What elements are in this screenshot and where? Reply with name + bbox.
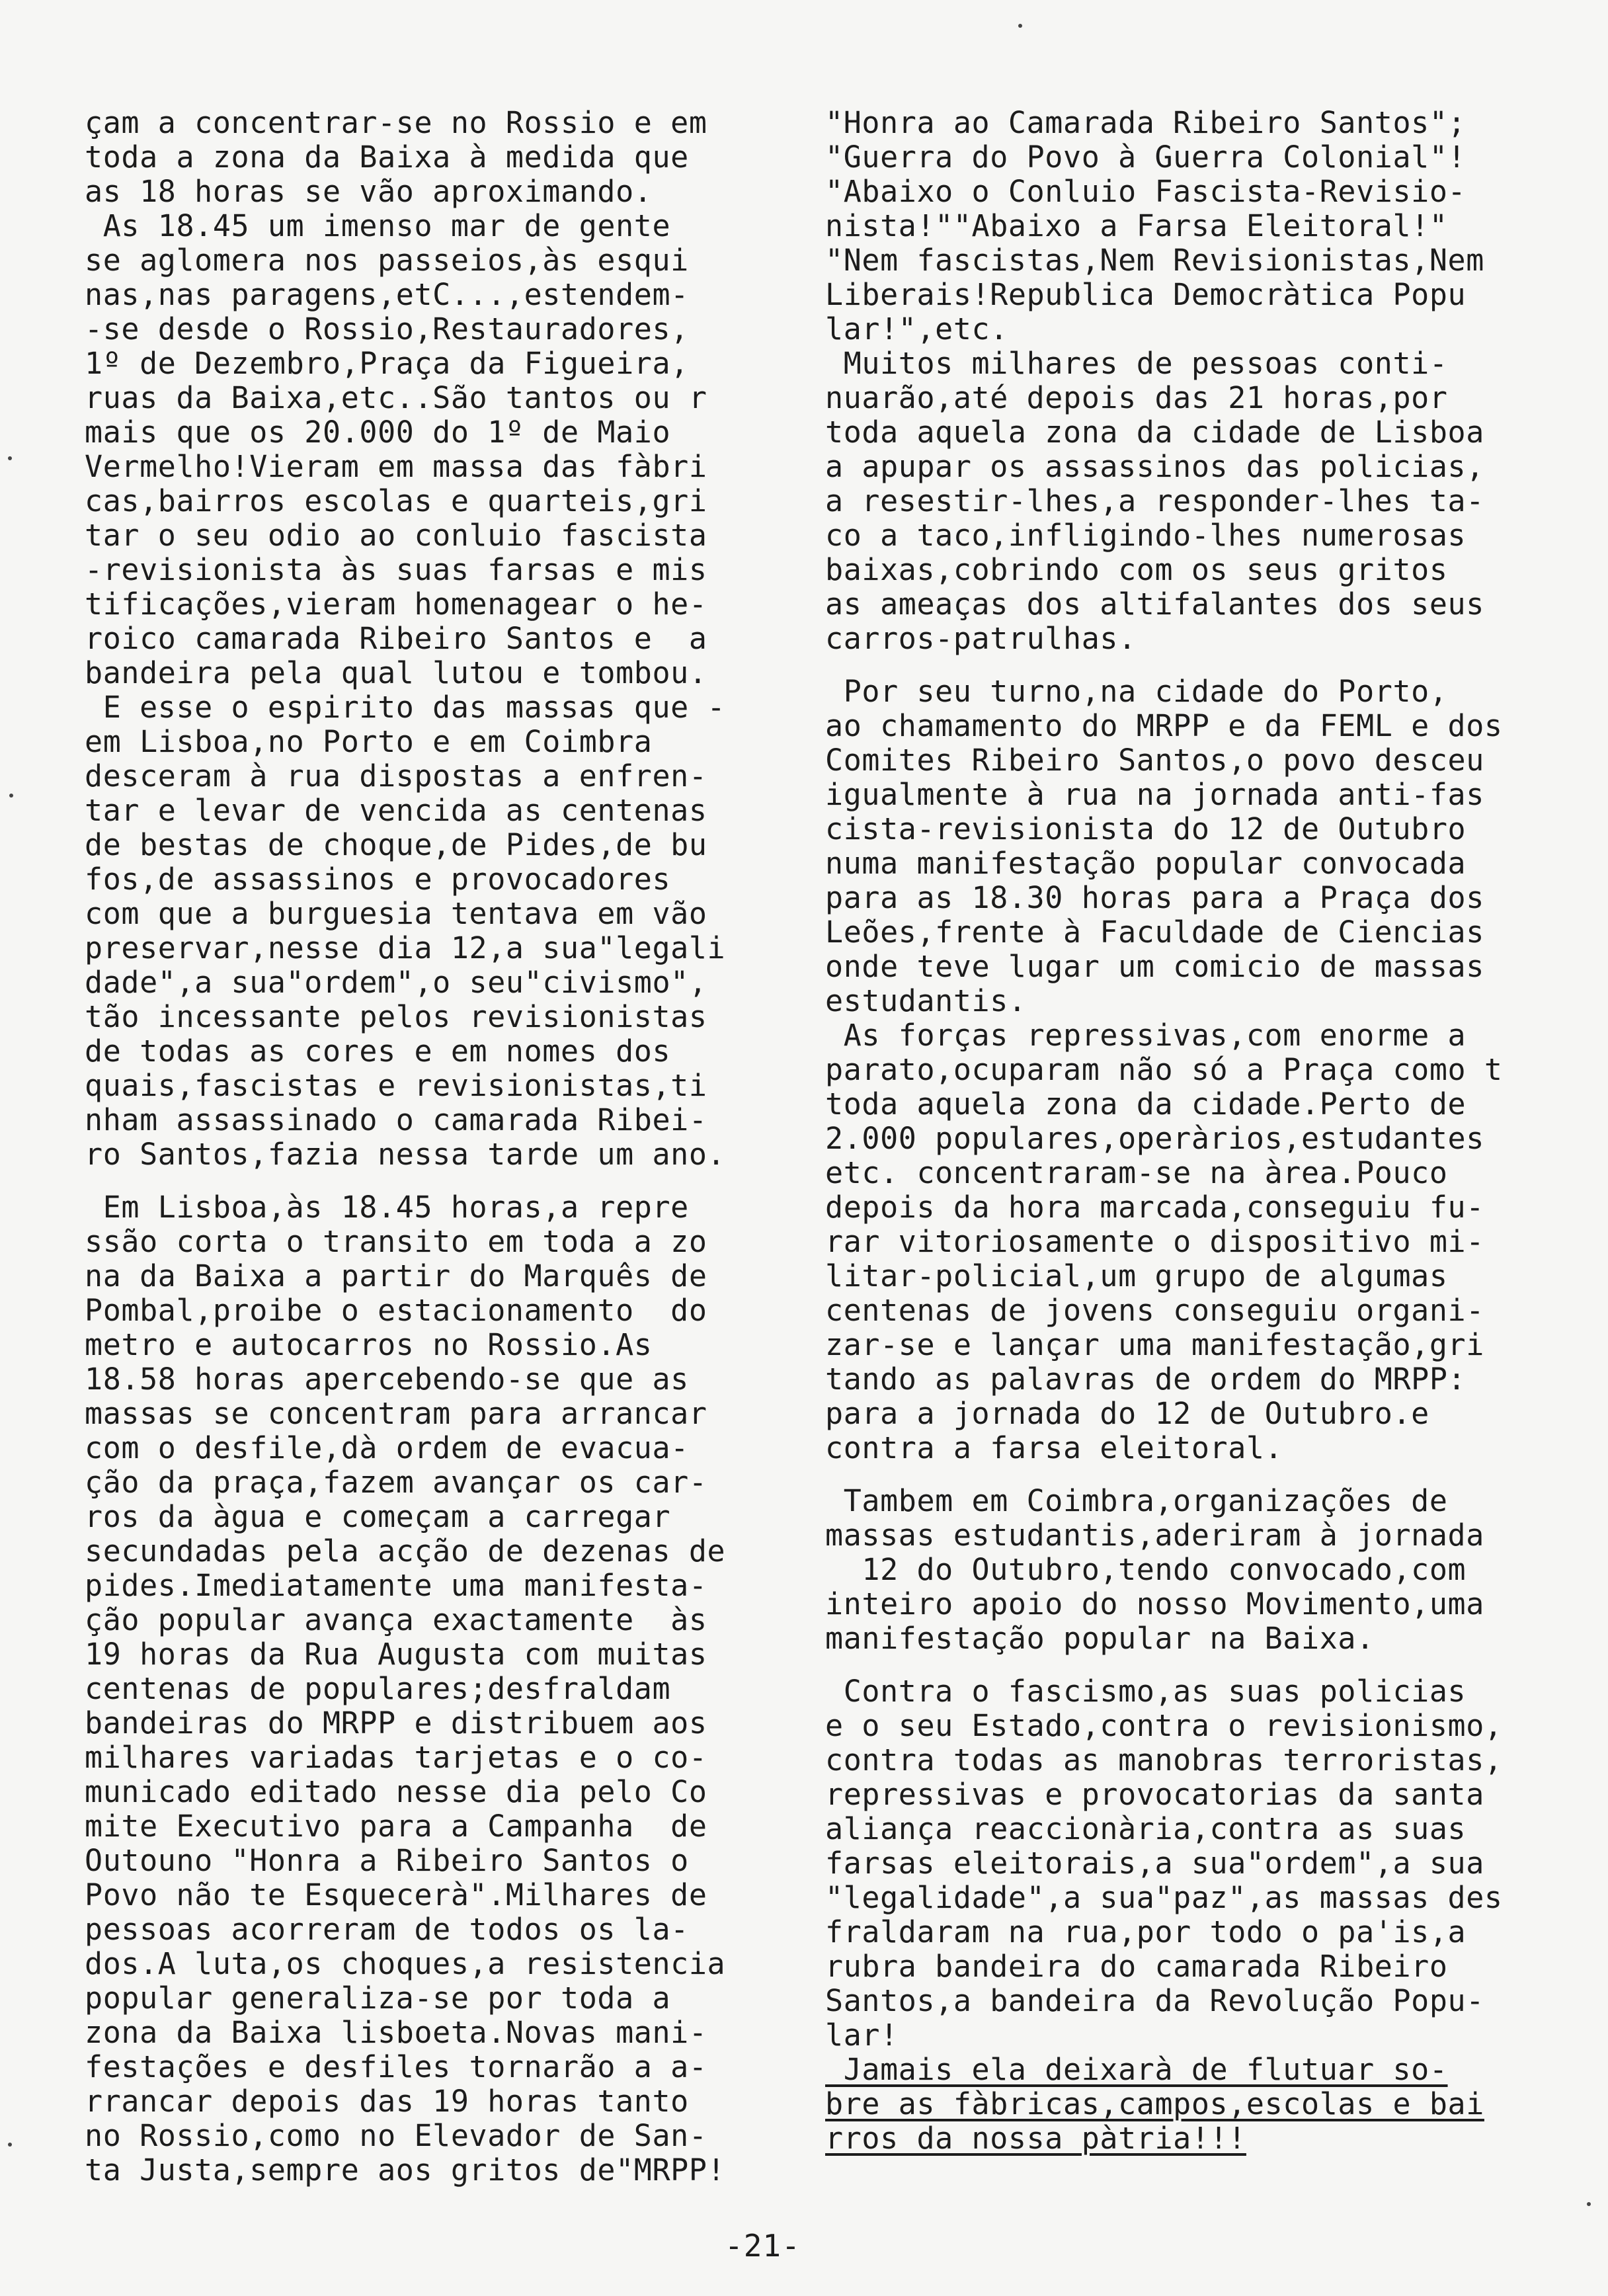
text-line: toda aquela zona da cidade de Lisboa [825,415,1484,450]
text-line: Muitos milhares de pessoas conti- [825,346,1448,381]
text-line: a resestir-lhes,a responder-lhes ta- [825,483,1484,518]
text-line: a apupar os assassinos das policias, [825,449,1484,484]
paragraph-gap [85,1172,785,1190]
text-line: manifestação popular na Baixa. [825,1621,1375,1656]
text-line: fraldaram na rua,por todo o pa'is,a [825,1914,1467,1949]
text-line: -revisionista às suas farsas e mis [85,552,707,587]
left-column [85,106,785,2188]
text-line: bandeira pela qual lutou e tombou. [85,655,707,690]
text-line: igualmente à rua na jornada anti-fas [825,777,1484,812]
text-line: no Rossio,como no Elevador de San- [85,2118,707,2153]
text-line: dade",a sua"ordem",o seu"civismo", [85,965,707,1000]
text-line: cista-revisionista do 12 de Outubro [825,811,1467,846]
paragraph-gap [825,1656,1572,1674]
text-line: as ameaças dos altifalantes dos seus [825,587,1484,622]
text-line: municado editado nesse dia pelo Co [85,1774,707,1809]
right-column [825,106,1572,2156]
text-line: se aglomera nos passeios,às esqui [85,243,689,278]
text-line: Pombal,proibe o estacionamento do [85,1293,707,1328]
text-line: contra a farsa eleitoral. [825,1430,1283,1465]
text-line: nuarão,até depois das 21 horas,por [825,380,1448,415]
text-line: com que a burguesia tentava em vão [85,896,707,931]
text-line: aliança reaccionària,contra as suas [825,1811,1467,1846]
page-number: -21- [725,2228,801,2264]
text-line: de todas as cores e em nomes dos [85,1034,671,1069]
text-line: ruas da Baixa,etc..São tantos ou r [85,380,707,415]
text-line: contra todas as manobras terroristas, [825,1742,1503,1778]
text-line: nas,nas paragens,etC...,estendem- [85,277,689,312]
text-line: para as 18.30 horas para a Praça dos [825,880,1484,915]
text-line: tificações,vieram homenagear o he- [85,587,707,622]
ink-speck [8,2143,12,2147]
text-line: tão incessante pelos revisionistas [85,999,707,1034]
text-line: popular generaliza-se por toda a [85,1981,671,2016]
text-line: lar!",etc. [825,311,1008,347]
text-line: depois da hora marcada,conseguiu fu- [825,1190,1484,1225]
text-line: rubra bandeira do camarada Ribeiro [825,1949,1448,1984]
text-line: As 18.45 um imenso mar de gente [85,208,671,243]
closing-slogan-line: rros da nossa pàtria!!! [825,2121,1246,2156]
text-line: ro Santos,fazia nessa tarde um ano. [85,1137,726,1172]
text-line: desceram à rua dispostas a enfren- [85,758,707,794]
text-line: Contra o fascismo,as suas policias [825,1674,1467,1709]
text-line: nista!""Abaixo a Farsa Eleitoral!" [825,208,1448,243]
text-line: roico camarada Ribeiro Santos e a [85,621,707,656]
text-line: ção popular avança exactamente às [85,1602,707,1637]
text-line: rar vitoriosamente o dispositivo mi- [825,1224,1484,1259]
text-line: 19 horas da Rua Augusta com muitas [85,1637,707,1672]
text-line: numa manifestação popular convocada [825,846,1467,881]
text-line: milhares variadas tarjetas e o co- [85,1740,707,1775]
text-line: tar o seu odio ao conluio fascista [85,518,707,553]
text-line: 12 do Outubro,tendo convocado,com [825,1552,1467,1587]
text-line: dos.A luta,os choques,a resistencia [85,1946,726,1981]
text-line: onde teve lugar um comicio de massas [825,949,1484,984]
paragraph-gap [825,656,1572,675]
ink-speck [1587,2202,1591,2206]
text-line: bandeiras do MRPP e distribuem aos [85,1705,707,1741]
text-line: farsas eleitorais,a sua"ordem",a sua [825,1846,1484,1881]
text-line: co a taco,infligindo-lhes numerosas [825,518,1467,553]
text-line: E esse o espirito das massas que - [85,690,726,725]
text-line: pessoas acorreram de todos os la- [85,1912,689,1947]
text-line: çam a concentrar-se no Rossio e em [85,105,707,140]
text-line: Povo não te Esquecerà".Milhares de [85,1877,707,1912]
text-line: tando as palavras de ordem do MRPP: [825,1362,1467,1397]
ink-speck [9,794,13,798]
text-line: rrancar depois das 19 horas tanto [85,2084,689,2119]
text-line: Por seu turno,na cidade do Porto, [825,674,1448,709]
text-line: secundadas pela acção de dezenas de [85,1534,726,1569]
text-line: cas,bairros escolas e quarteis,gri [85,483,707,518]
text-line: fos,de assassinos e provocadores [85,862,671,897]
text-line: -se desde o Rossio,Restauradores, [85,311,689,347]
text-line: Liberais!Republica Democràtica Popu [825,277,1467,312]
text-line: mais que os 20.000 do 1º de Maio [85,415,671,450]
text-line: ao chamamento do MRPP e da FEML e dos [825,708,1503,743]
text-line: "Abaixo o Conluio Fascista-Revisio- [825,174,1467,209]
text-line: massas se concentram para arrancar [85,1396,707,1431]
text-line: repressivas e provocatorias da santa [825,1777,1484,1812]
text-line: litar-policial,um grupo de algumas [825,1258,1448,1293]
text-line: ta Justa,sempre aos gritos de"MRPP! [85,2152,726,2188]
text-line: quais,fascistas e revisionistas,ti [85,1068,707,1103]
text-line: "Guerra do Povo à Guerra Colonial"! [825,140,1467,175]
text-line: ros da àgua e começam a carregar [85,1499,671,1534]
text-line: Santos,a bandeira da Revolução Popu- [825,1983,1484,2018]
text-line: as 18 horas se vão aproximando. [85,174,653,209]
text-line: mite Executivo para a Campanha de [85,1809,707,1844]
text-line: massas estudantis,aderiram à jornada [825,1518,1484,1553]
text-line: baixas,cobrindo com os seus gritos [825,552,1448,587]
text-line: zona da Baixa lisboeta.Novas mani- [85,2015,707,2050]
text-line: pides.Imediatamente uma manifesta- [85,1568,707,1603]
closing-slogan-line: Jamais ela deixarà de flutuar so- [825,2052,1448,2087]
text-line: toda aquela zona da cidade.Perto de [825,1086,1467,1122]
text-line: "Honra ao Camarada Ribeiro Santos"; [825,105,1467,140]
text-line: e o seu Estado,contra o revisionismo, [825,1708,1503,1743]
text-line: centenas de populares;desfraldam [85,1671,671,1706]
text-line: preservar,nesse dia 12,a sua"legali [85,930,726,965]
text-line: tar e levar de vencida as centenas [85,793,707,828]
text-line: Leões,frente à Faculdade de Ciencias [825,915,1484,950]
text-line: Comites Ribeiro Santos,o povo desceu [825,743,1484,778]
text-line: Tambem em Coimbra,organizações de [825,1483,1448,1518]
ink-speck [8,456,12,460]
text-line: "Nem fascistas,Nem Revisionistas,Nem [825,243,1484,278]
text-line: toda a zona da Baixa à medida que [85,140,689,175]
text-line: Vermelho!Vieram em massa das fàbri [85,449,707,484]
text-line: ção da praça,fazem avançar os car- [85,1465,707,1500]
ink-speck [1018,24,1022,28]
text-line: inteiro apoio do nosso Movimento,uma [825,1586,1484,1621]
text-line: festações e desfiles tornarão a a- [85,2049,707,2084]
text-line: zar-se e lançar uma manifestação,gri [825,1327,1484,1362]
text-line: estudantis. [825,983,1027,1018]
text-line: lar! [825,2018,899,2053]
text-line: ssão corta o transito em toda a zo [85,1224,707,1259]
text-line: Em Lisboa,às 18.45 horas,a repre [85,1190,689,1225]
text-line: 1º de Dezembro,Praça da Figueira, [85,346,689,381]
text-line: na da Baixa a partir do Marquês de [85,1258,707,1293]
text-line: em Lisboa,no Porto e em Coimbra [85,724,653,759]
text-line: Outouno "Honra a Ribeiro Santos o [85,1843,689,1878]
text-line: "legalidade",a sua"paz",as massas des [825,1880,1503,1915]
text-line: 2.000 populares,operàrios,estudantes [825,1121,1484,1156]
text-line: carros-patrulhas. [825,621,1137,656]
text-line: com o desfile,dà ordem de evacua- [85,1430,689,1465]
text-line: metro e autocarros no Rossio.As [85,1327,653,1362]
text-line: parato,ocuparam não só a Praça como t [825,1052,1503,1087]
text-line: para a jornada do 12 de Outubro.e [825,1396,1429,1431]
text-line: As forças repressivas,com enorme a [825,1018,1467,1053]
text-line: de bestas de choque,de Pides,de bu [85,827,707,862]
text-line: nham assassinado o camarada Ribei- [85,1102,707,1137]
text-line: etc. concentraram-se na àrea.Pouco [825,1155,1448,1190]
paragraph-gap [825,1465,1572,1484]
text-line: centenas de jovens conseguiu organi- [825,1293,1484,1328]
text-line: 18.58 horas apercebendo-se que as [85,1362,689,1397]
closing-slogan-line: bre as fàbricas,campos,escolas e bai [825,2086,1484,2121]
